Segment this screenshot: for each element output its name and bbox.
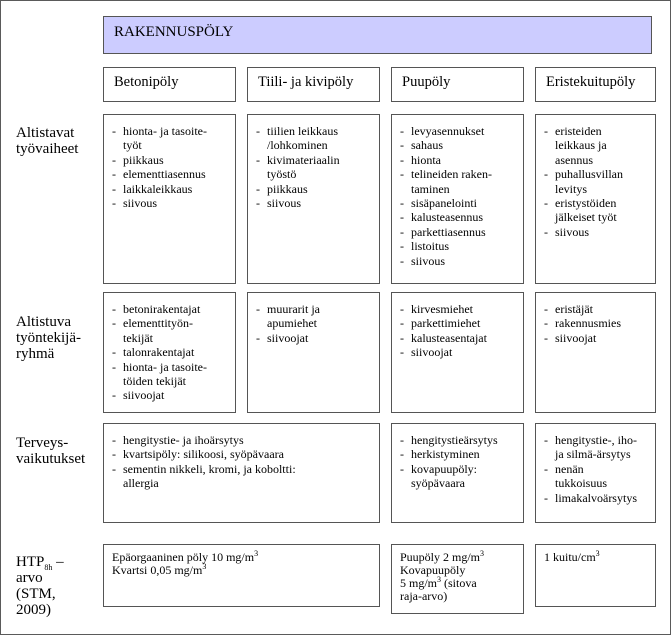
list-item: - parkettimiehet — [400, 316, 519, 330]
item-list — [536, 293, 655, 345]
list-item: - nenän tukkoisuus — [544, 462, 651, 491]
cell-altistavat-tiili — [247, 114, 380, 284]
list-item: - siivoojat — [256, 331, 375, 345]
htp-text: 5 mg/m — [400, 576, 438, 590]
cell-altistavat-eriste — [535, 114, 656, 284]
item-list — [104, 424, 379, 491]
list-item: - siivous — [400, 254, 519, 268]
list-item: - piikkaus — [112, 153, 231, 167]
superscript: 3 — [480, 549, 485, 558]
list-item: - herkistyminen — [400, 447, 519, 461]
list-item: - betonirakentajat — [112, 302, 231, 316]
list-item: - puhallusvillan levitys — [544, 167, 651, 196]
item-list — [536, 424, 655, 505]
column-header-tiili-ja-kivipoly: Tiili- ja kivipöly — [247, 67, 380, 102]
column-header-eristekuitupoly: Eristekuitupöly — [535, 67, 656, 102]
item-list — [104, 115, 235, 210]
column-header-betonipoly: Betonipöly — [103, 67, 236, 102]
superscript: 3 — [437, 575, 442, 584]
cell-tyontekija-eriste — [535, 292, 656, 413]
table-title: RAKENNUSPÖLY — [103, 16, 652, 54]
list-item: - sementin nikkeli, kromi, ja koboltti: allergia — [112, 462, 375, 491]
cell-terveys-betoni-tiili — [103, 423, 380, 523]
list-item: - kalusteasennus — [400, 210, 519, 224]
cell-htp-puu — [391, 544, 524, 614]
list-item: - kalusteasentajat — [400, 331, 519, 345]
list-item: - muurarit ja apumiehet — [256, 302, 375, 331]
item-list — [536, 115, 655, 239]
list-item: - piikkaus — [256, 182, 375, 196]
cell-terveys-puu — [391, 423, 524, 523]
list-item: - sahaus — [400, 138, 519, 152]
list-item: - elementtityön- tekijät — [112, 316, 231, 345]
cell-altistavat-betoni — [103, 114, 236, 284]
htp-label-rest: – arvo (STM, 2009) — [16, 554, 64, 618]
list-item: - eristystöiden jälkeiset työt — [544, 196, 651, 225]
list-item: - hionta- ja tasoite- työt — [112, 124, 231, 153]
row-label-terveysvaikutukset: Terveys- vaikutukset — [16, 435, 86, 467]
cell-htp-eriste — [535, 544, 656, 607]
htp-text: (sitova — [441, 576, 477, 590]
cell-altistavat-puu — [391, 114, 524, 284]
list-item: - siivous — [112, 196, 231, 210]
cell-tyontekija-puu — [391, 292, 524, 413]
htp-text: 1 kuitu/cm — [544, 550, 596, 564]
htp-text: Puupöly 2 mg/m — [400, 550, 481, 564]
row-label-htp-arvo — [16, 554, 64, 618]
list-item: - parkettiasennus — [400, 225, 519, 239]
list-item: - levyasennukset — [400, 124, 519, 138]
htp-text: raja-arvo) — [400, 589, 448, 603]
cell-terveys-eriste — [535, 423, 656, 523]
list-item: - hengitystieärsytys — [400, 433, 519, 447]
item-list — [392, 115, 523, 268]
column-header-puupoly: Puupöly — [391, 67, 524, 102]
htp-subscript: 8h — [44, 563, 53, 572]
list-item: - kirvesmiehet — [400, 302, 519, 316]
item-list — [248, 293, 379, 345]
item-list — [392, 424, 523, 491]
superscript: 3 — [202, 562, 207, 571]
list-item: - hengitystie-, iho- ja silmä-ärsytys — [544, 433, 651, 462]
cell-htp-betoni-tiili — [103, 544, 380, 607]
list-item: - hionta- ja tasoite- töiden tekijät — [112, 360, 231, 389]
htp-label: HTP — [16, 554, 45, 570]
list-item: - talonrakentajat — [112, 345, 231, 359]
row-label-altistuva-tyontekijaryhma: Altistuva työntekijä- ryhmä — [16, 314, 81, 362]
item-list — [104, 293, 235, 403]
htp-text: Epäorgaaninen pöly 10 mg/m — [112, 550, 255, 564]
list-item: - laikkaleikkaus — [112, 182, 231, 196]
list-item: - eristeiden leikkaus ja asennus — [544, 124, 651, 167]
list-item: - kivimateriaalin työstö — [256, 153, 375, 182]
superscript: 3 — [595, 549, 600, 558]
cell-tyontekija-betoni — [103, 292, 236, 413]
superscript: 3 — [254, 549, 259, 558]
cell-tyontekija-tiili — [247, 292, 380, 413]
item-list — [392, 293, 523, 360]
list-item: - kovapuupöly: syöpävaara — [400, 462, 519, 491]
list-item: - siivoojat — [400, 345, 519, 359]
list-item: - eristäjät — [544, 302, 651, 316]
item-list — [248, 115, 379, 210]
list-item: - hionta — [400, 153, 519, 167]
list-item: - sisäpanelointi — [400, 196, 519, 210]
row-label-altistavat-tyovaiheet: Altistavat työvaiheet — [16, 125, 79, 157]
list-item: - siivoojat — [544, 331, 651, 345]
list-item: - hengitystie- ja ihoärsytys — [112, 433, 375, 447]
list-item: - siivoojat — [112, 388, 231, 402]
list-item: - siivous — [544, 225, 651, 239]
list-item: - rakennusmies — [544, 316, 651, 330]
list-item: - elementtiasennus — [112, 167, 231, 181]
list-item: - kvartsipöly: silikoosi, syöpävaara — [112, 447, 375, 461]
list-item: - limakalvoärsytys — [544, 491, 651, 505]
htp-text: Kvartsi 0,05 mg/m — [112, 563, 203, 577]
list-item: - telineiden raken- taminen — [400, 167, 519, 196]
list-item: - listoitus — [400, 239, 519, 253]
htp-text: Kovapuupöly — [400, 563, 466, 577]
list-item: - siivous — [256, 196, 375, 210]
list-item: - tiilien leikkaus /lohkominen — [256, 124, 375, 153]
